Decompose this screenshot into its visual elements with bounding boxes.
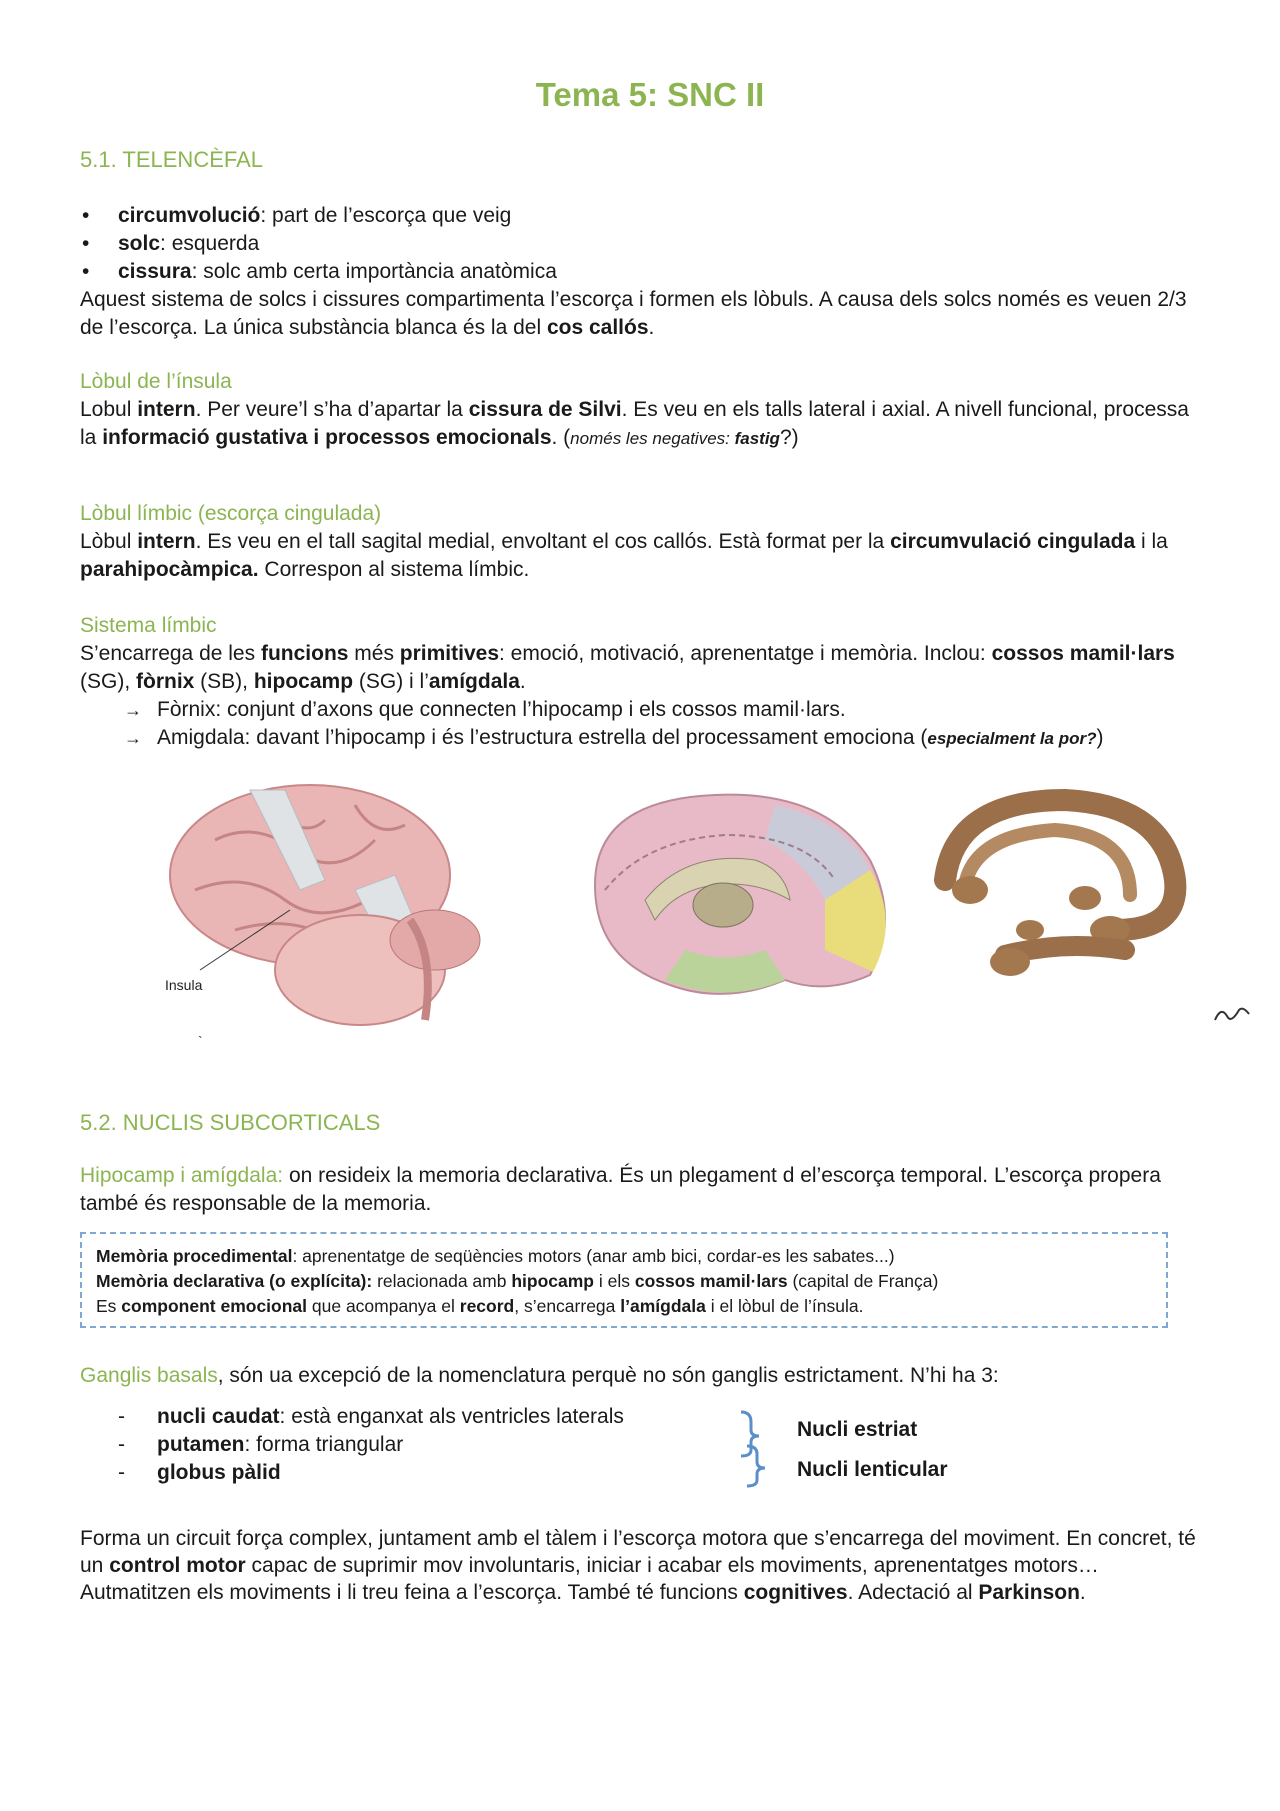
text: . Adectació al [847, 1581, 979, 1604]
text: (SG), [80, 670, 136, 693]
bold-text: Memòria procedimental [96, 1246, 293, 1266]
bold-text: parahipocàmpica. [80, 558, 259, 581]
text: ) [1096, 726, 1104, 749]
hippocampus-paragraph [80, 1162, 1210, 1218]
bold-text: hipocamp [253, 670, 354, 693]
bold-text: cossos mamil·lars [634, 1271, 788, 1291]
memory-note-box [80, 1232, 1168, 1328]
definition: : part de l’escorça que veig [260, 204, 512, 227]
bold-text: primitives [399, 642, 500, 665]
inline-heading: Hipocamp i amígdala: [80, 1164, 284, 1187]
text: . Per veure’l s’ha d’apartar la [195, 398, 469, 421]
basal-ganglia-intro [80, 1362, 1210, 1390]
box-line [96, 1244, 1152, 1269]
text: més [348, 642, 400, 665]
text: Amigdala: davant l’hipocamp i és l’estructura estrella del processament emociona ( [157, 726, 928, 749]
text: (SG) i l’ [353, 670, 429, 693]
term: putamen [157, 1433, 245, 1456]
text: Es [96, 1296, 122, 1316]
basal-ganglia-list [80, 1403, 780, 1487]
text: Correspon al sistema límbic. [258, 558, 530, 581]
bold-text: funcions [260, 642, 349, 665]
bold-text: intern [137, 530, 196, 553]
italic-bold-text: fastig [734, 429, 780, 448]
lateral-brain-illustration [165, 785, 480, 1049]
paragraph [80, 396, 1210, 453]
text: Forma un circuit força complex, juntament amb el tàlem i l’escorça motora que s’encarrega del moviment. En concret, té un [80, 1527, 1196, 1577]
nucleus-striatum-label: Nucli estriat [797, 1418, 918, 1441]
bold-text: Parkinson [978, 1581, 1080, 1604]
text: i la [1135, 530, 1168, 553]
bold-text: informació gustativa i processos emocionals [102, 426, 552, 449]
text: (capital de França) [787, 1271, 939, 1291]
insula-label: Insula [165, 977, 203, 993]
stray-mark: ` [198, 1033, 203, 1049]
paragraph [80, 528, 1210, 584]
text: (SB), [194, 670, 254, 693]
text: capac de suprimir mov involuntaris, iniciar i acabar els moviments, aprenentatges motors… Autmatitzen els moviments i li treu feina a l’escorça. També té funcions [80, 1554, 1099, 1604]
paragraph [80, 286, 1210, 342]
subheading-insula: Lòbul de l’ínsula [80, 370, 232, 393]
list-item [80, 1459, 780, 1487]
text: Lobul [80, 398, 138, 421]
list-item [80, 202, 1210, 230]
definition: : forma triangular [244, 1433, 404, 1456]
list-item [80, 258, 1210, 286]
text: i els [594, 1271, 635, 1291]
text: Lòbul [80, 530, 138, 553]
text: relacionada amb [372, 1271, 512, 1291]
text: : aprenentatge de seqüències motors (anar amb bici, cordar-es les sabates...) [292, 1246, 895, 1266]
bold-text: cognitives [743, 1581, 848, 1604]
text: Aquest sistema de solcs i cissures compartimenta l’escorça i formen els lòbuls. A causa dels solcs només es veuen 2/3 de l’escorça. La única substància blanca és la del [80, 288, 1187, 339]
basal-ganglia-list-block [80, 1403, 780, 1487]
italic-text: només les negatives: [570, 429, 735, 448]
bold-text: component emocional [121, 1296, 308, 1316]
limbic-system-block [80, 612, 1210, 753]
lenticular-nucleus-label: Nucli lenticular [797, 1458, 948, 1481]
insula-block [80, 368, 1210, 453]
text: . [1079, 1581, 1086, 1604]
paragraph [80, 1362, 1210, 1390]
definitions-list [80, 202, 1210, 286]
text: . Es veu en els talls lateral i axial. A nivell funcional, processa la [80, 398, 1189, 449]
subheading-limbic-system: Sistema límbic [80, 614, 217, 637]
section-heading-subcortical: 5.2. NUCLIS SUBCORTICALS [80, 1110, 381, 1135]
text: , són ua excepció de la nomenclatura perquè no són ganglis estrictament. N’hi ha 3: [217, 1364, 999, 1387]
list-item [80, 724, 1210, 753]
definition: : està enganxat als ventricles laterals [279, 1405, 624, 1428]
bold-text: l’amígdala [620, 1296, 706, 1316]
text: : emoció, motivació, aprenentatge i memòria. Inclou: [499, 642, 992, 665]
term: circumvolució [118, 204, 261, 227]
term: cissura [118, 260, 192, 283]
brain-figures [125, 780, 1275, 1050]
list-item [80, 230, 1210, 258]
bold-text: cossos mamil·lars [991, 642, 1175, 665]
bold-text: fòrnix [136, 670, 195, 693]
fornix-illustration [945, 800, 1249, 1020]
term: globus pàlid [157, 1461, 281, 1484]
box-line [96, 1294, 1152, 1319]
definition: : esquerda [160, 232, 260, 255]
subheading-limbic-lobe: Lòbul límbic (escorça cingulada) [80, 502, 382, 525]
bold-text: amígdala [428, 670, 520, 693]
text: , s’encarrega [514, 1296, 621, 1316]
bold-text: circumvulació cingulada [890, 530, 1136, 553]
paragraph [80, 1525, 1210, 1606]
text: ?) [779, 426, 799, 449]
bold-text: hipocamp [511, 1271, 594, 1291]
bold-text: cos callós [546, 316, 649, 339]
list-item [80, 1431, 780, 1459]
paragraph [80, 1162, 1210, 1218]
text: . ( [551, 426, 571, 449]
inline-heading: Ganglis basals [80, 1364, 218, 1387]
bold-text: Memòria declarativa (o explícita): [96, 1271, 373, 1291]
italic-bold-text: especialment la por? [927, 729, 1097, 748]
section-heading-telencefal: 5.1. TELENCÈFAL [80, 147, 264, 172]
paragraph [80, 640, 1210, 696]
bold-text: record [459, 1296, 515, 1316]
text: . Es veu en el tall sagital medial, envoltant el cos callós. Està format per la [195, 530, 891, 553]
artist-signature [1215, 1009, 1249, 1020]
text: i el lòbul de l’ínsula. [705, 1296, 864, 1316]
brace-icons [735, 1408, 775, 1490]
limbic-lobe-block [80, 500, 1210, 584]
text: que acompanya el [307, 1296, 460, 1316]
sagittal-brain-illustration [595, 795, 886, 994]
bold-text: cissura de Silvi [468, 398, 622, 421]
bold-text: intern [137, 398, 196, 421]
arrow-list [80, 696, 1210, 753]
text: . [648, 316, 655, 339]
term: solc [118, 232, 161, 255]
definition: : solc amb certa importància anatòmica [191, 260, 557, 283]
bold-text: control motor [109, 1554, 246, 1577]
text: . [519, 670, 526, 693]
final-paragraph [80, 1525, 1210, 1606]
text: on resideix la memoria declarativa. És un plegament d el’escorça temporal. L’escorça propera també és responsable de la memoria. [80, 1164, 1161, 1215]
page-title: Tema 5: SNC II [535, 76, 765, 113]
box-line [96, 1269, 1152, 1294]
definitions-block [80, 202, 1210, 342]
text: S’encarrega de les [80, 642, 261, 665]
list-item [80, 1403, 780, 1431]
term: nucli caudat [157, 1405, 280, 1428]
list-item: → Fòrnix: conjunt d’axons que connecten l’hipocamp i els cossos mamil·lars. [80, 696, 1210, 724]
